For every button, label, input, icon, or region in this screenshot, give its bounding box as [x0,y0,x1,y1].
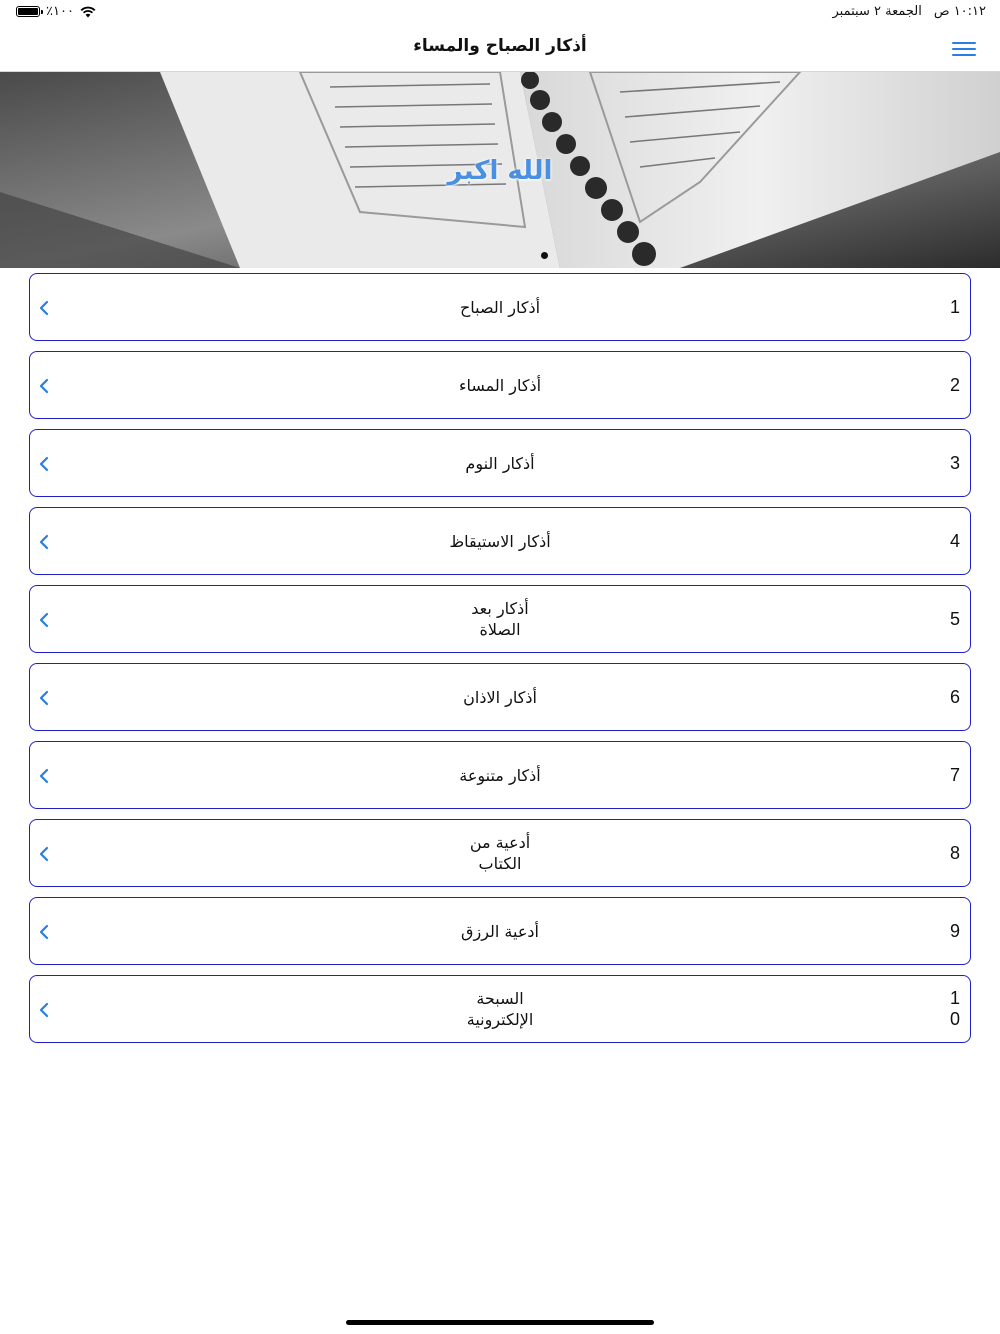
status-date: الجمعة ٢ سبتمبر [832,4,922,19]
chevron-left-icon [37,690,51,706]
item-title: السبحة الإلكترونية [466,989,534,1029]
item-number: 3 [949,452,960,473]
list-item[interactable] [29,663,971,731]
item-number: 1 [949,296,960,317]
list-item[interactable] [29,819,971,887]
item-number: 5 [949,608,960,629]
list-item[interactable] [29,429,971,497]
item-number: 7 [949,764,960,785]
item-title: أذكار الصباح [459,297,541,317]
list-item[interactable] [29,351,971,419]
item-title: أذكار المساء [458,375,542,395]
item-number: 4 [949,530,960,551]
item-title: أذكار بعد الصلاة [471,599,529,639]
hamburger-menu-icon[interactable] [952,39,976,59]
navigation-bar [0,26,1000,72]
item-number: 10 [949,988,960,1029]
item-number: 8 [949,842,960,863]
wifi-icon [80,6,96,18]
chevron-left-icon [37,612,51,628]
item-title: أذكار النوم [465,453,535,473]
status-bar [0,0,1000,26]
list-item[interactable] [29,507,971,575]
list-item[interactable] [29,975,971,1043]
item-title: أدعية من الكتاب [469,833,531,873]
list-item[interactable] [29,585,971,653]
chevron-left-icon [37,456,51,472]
chevron-left-icon [37,300,51,316]
chevron-left-icon [37,846,51,862]
home-indicator[interactable] [346,1320,654,1325]
item-title: أذكار الاستيقاظ [449,531,551,551]
list-item[interactable] [29,273,971,341]
chevron-left-icon [37,534,51,550]
list-item[interactable] [29,741,971,809]
list-item[interactable] [29,897,971,965]
item-title: أدعية الرزق [461,921,539,941]
chevron-left-icon [37,924,51,940]
banner-caption: الله اكبر [447,156,553,186]
page-title: أذكار الصباح والمساء [413,36,587,56]
battery-icon [16,6,40,17]
page-indicator-dot[interactable] [541,252,548,259]
chevron-left-icon [37,378,51,394]
chevron-left-icon [37,1002,51,1018]
battery-percent: ٪١٠٠ [46,4,74,19]
item-number: 9 [949,920,960,941]
item-title: أذكار الاذان [463,687,537,707]
item-title: أذكار متنوعة [459,765,541,785]
status-indicators [16,4,96,19]
status-datetime [833,4,987,19]
status-time: ١٠:١٢ ص [933,4,986,19]
banner-carousel[interactable] [0,72,1000,268]
adhkar-list [29,273,971,1053]
item-number: 2 [949,374,960,395]
item-number: 6 [949,686,960,707]
chevron-left-icon [37,768,51,784]
